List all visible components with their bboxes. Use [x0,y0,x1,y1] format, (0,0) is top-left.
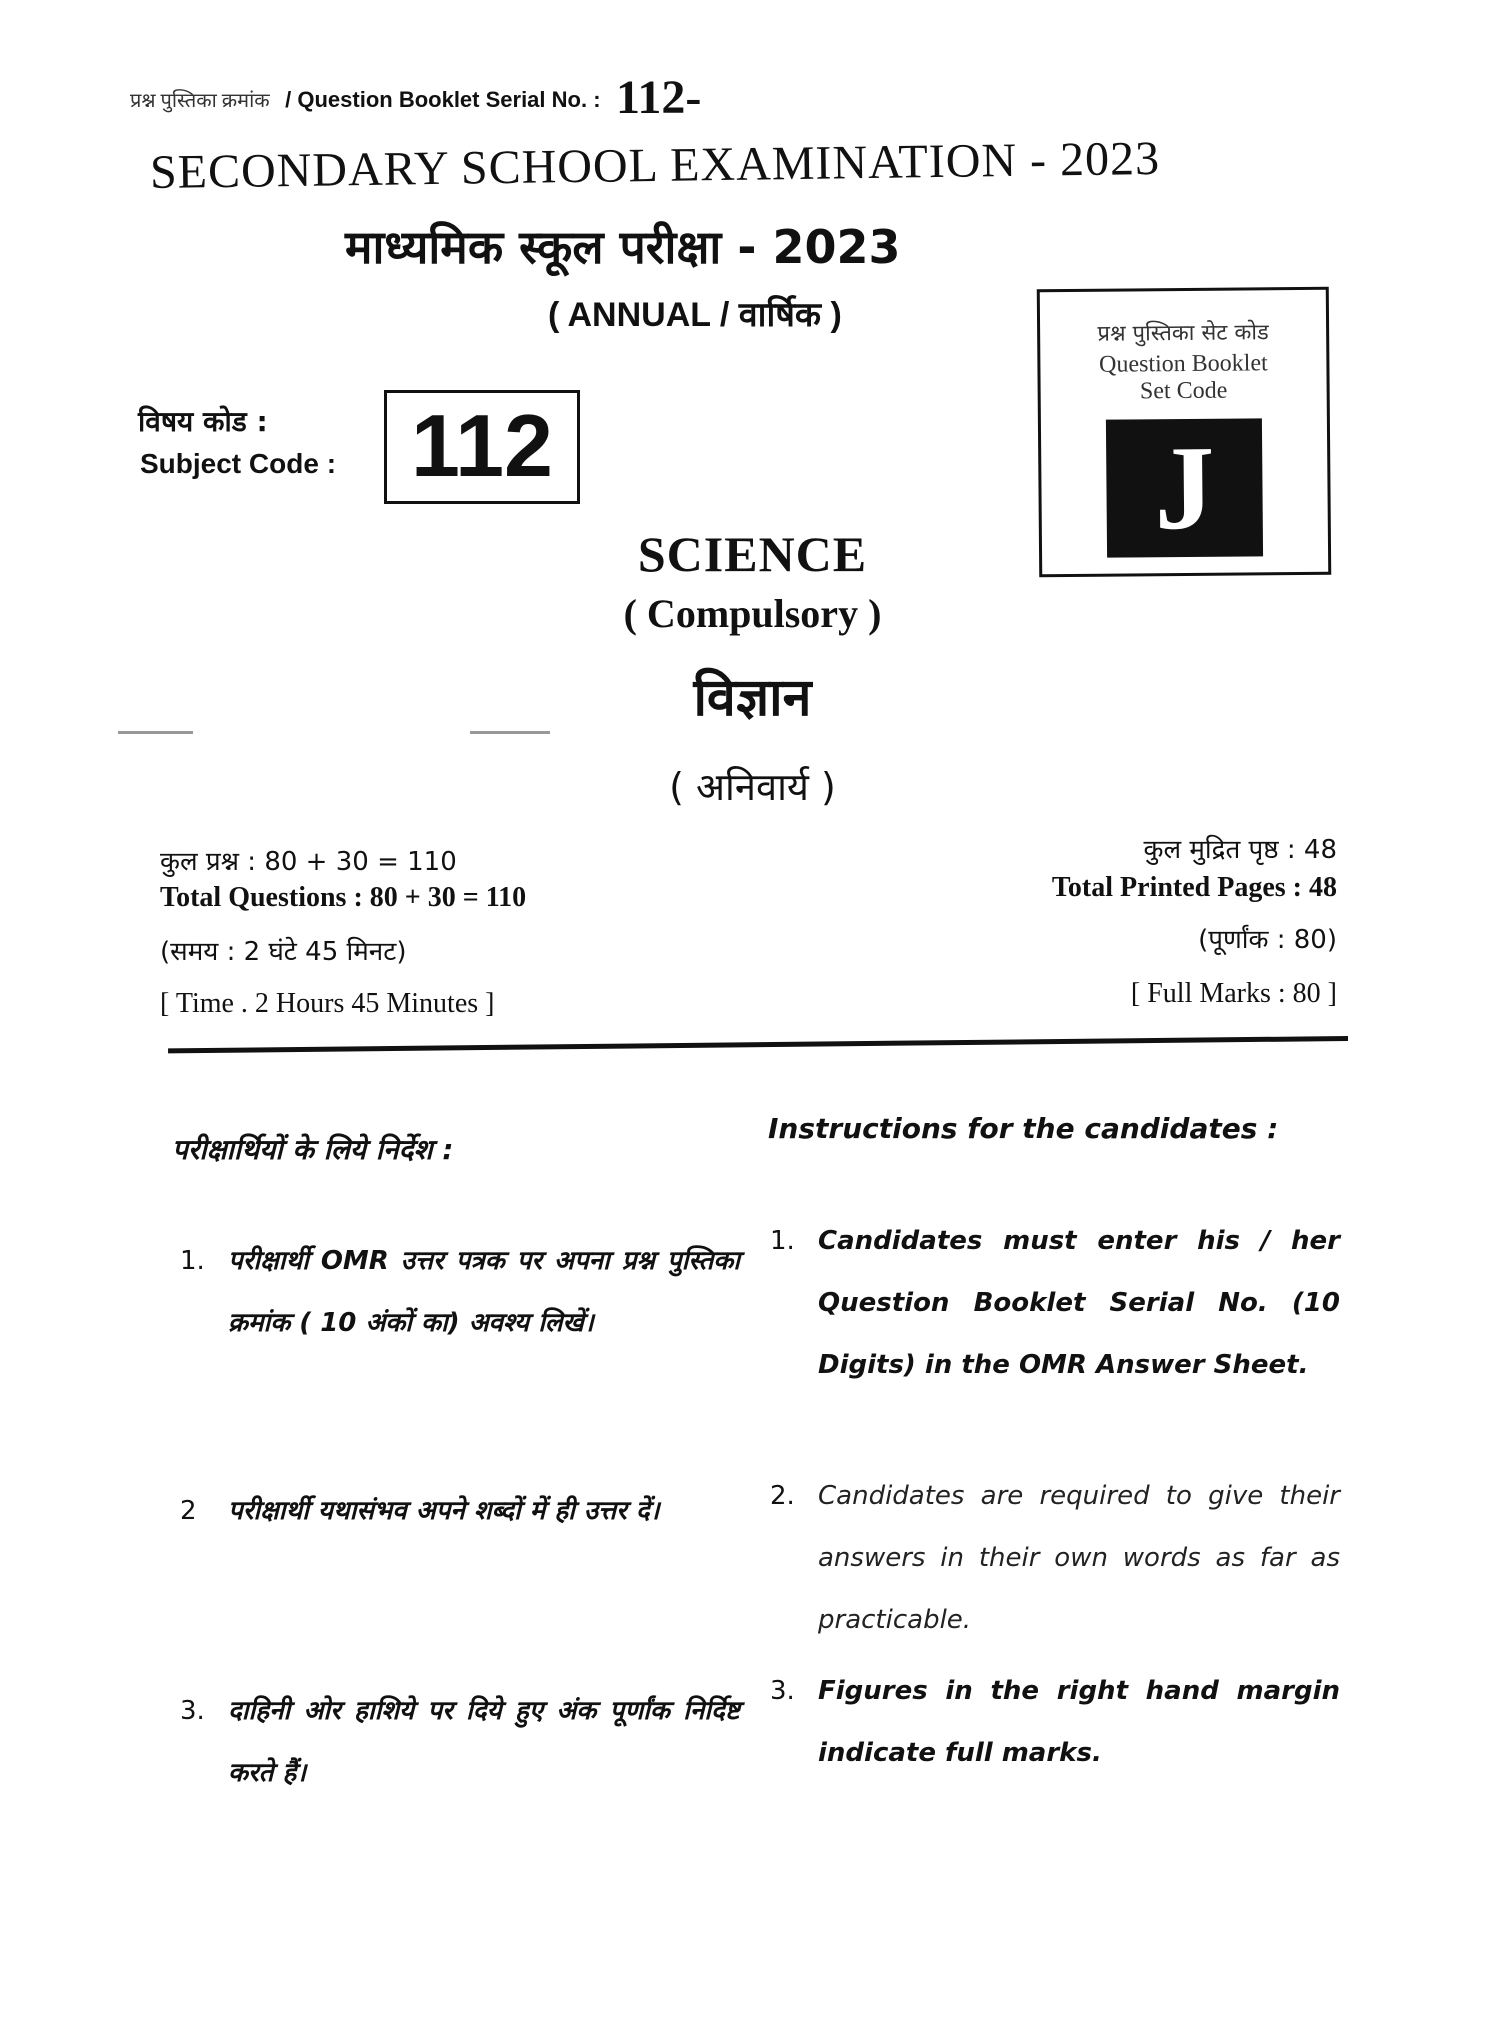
total-questions-english: Total Questions : 80 + 30 = 110 [160,882,527,913]
instruction-item-hindi [180,1480,740,1542]
serial-label-hindi: प्रश्न पुस्तिका क्रमांक [130,90,270,112]
instruction-text: दाहिनी ओर हाशिये पर दिये हुए अंक पूर्णांक निर्दिष्ट करते हैं। [228,1696,740,1788]
scan-artifact-dash [118,731,193,734]
instruction-text: परीक्षार्थी OMR उत्तर पत्रक पर अपना प्रश्न पुस्तिका क्रमांक ( 10 अंकों का) अवश्य लिखें। [228,1246,740,1338]
subject-code-label-english: Subject Code : [140,448,337,479]
section-divider [168,1036,1348,1053]
instruction-number: 3. [180,1696,205,1726]
instruction-text: Candidates must enter his / her Question Booklet Serial No. (10 Digits) in the OMR Answer Sheet. [818,1226,1340,1380]
subject-code-box: 112 [384,390,580,504]
instruction-number: 3. [770,1676,795,1706]
instruction-text: Candidates are required to give their answers in their own words as far as practicable. [818,1481,1340,1635]
time-english: [ Time . 2 Hours 45 Minutes ] [160,988,495,1019]
instructions-heading-english: Instructions for the candidates : [768,1112,1279,1145]
instructions-heading-hindi: परीक्षार्थियों के लिये निर्देश : [172,1133,454,1166]
set-code-value: J [1106,418,1263,557]
subject-type-hindi: ( अनिवार्य ) [669,765,836,809]
instruction-item-hindi [180,1230,740,1354]
instruction-number: 1. [180,1246,205,1276]
subject-name-hindi: विज्ञान [693,668,812,728]
set-code-label-english-2: Set Code [1139,377,1228,405]
instruction-item-english [770,1210,1340,1396]
full-marks-hindi: (पूर्णांक : 80) [1198,925,1337,955]
instruction-item-english [770,1660,1340,1784]
instruction-item-english [770,1465,1340,1651]
instruction-number: 1. [770,1226,795,1256]
subject-name-english: SCIENCE [637,526,868,582]
set-code-label-hindi: प्रश्न पुस्तिका सेट कोड [1097,320,1269,347]
instruction-text: Figures in the right hand margin indicate full marks. [818,1676,1340,1768]
serial-number: 112- [616,71,702,124]
total-questions-hindi: कुल प्रश्न : 80 + 30 = 110 [160,847,457,877]
serial-label-english: / Question Booklet Serial No. : [285,87,601,112]
booklet-serial-line [130,70,701,125]
instruction-number: 2 [180,1496,197,1526]
instruction-number: 2. [770,1481,795,1511]
exam-title-hindi: माध्यमिक स्कूल परीक्षा - 2023 [345,220,901,274]
printed-pages-english: Total Printed Pages : 48 [1051,872,1337,903]
set-code-label-english-1: Question Booklet [1098,350,1268,378]
time-hindi: (समय : 2 घंटे 45 मिनट) [160,937,407,967]
subject-type-english: ( Compulsory ) [623,591,882,636]
full-marks-english: [ Full Marks : 80 ] [1130,978,1337,1009]
instruction-text: परीक्षार्थी यथासंभव अपने शब्दों में ही उत्तर दें। [228,1496,660,1526]
scan-artifact-dash [470,731,550,734]
printed-pages-hindi: कुल मुद्रित पृष्ठ : 48 [1143,835,1337,865]
instruction-item-hindi [180,1680,740,1804]
exam-title-english: SECONDARY SCHOOL EXAMINATION - 2023 [149,131,1161,199]
subject-code-label-hindi: विषय कोड : [138,405,268,438]
exam-session: ( ANNUAL / वार्षिक ) [548,296,842,334]
